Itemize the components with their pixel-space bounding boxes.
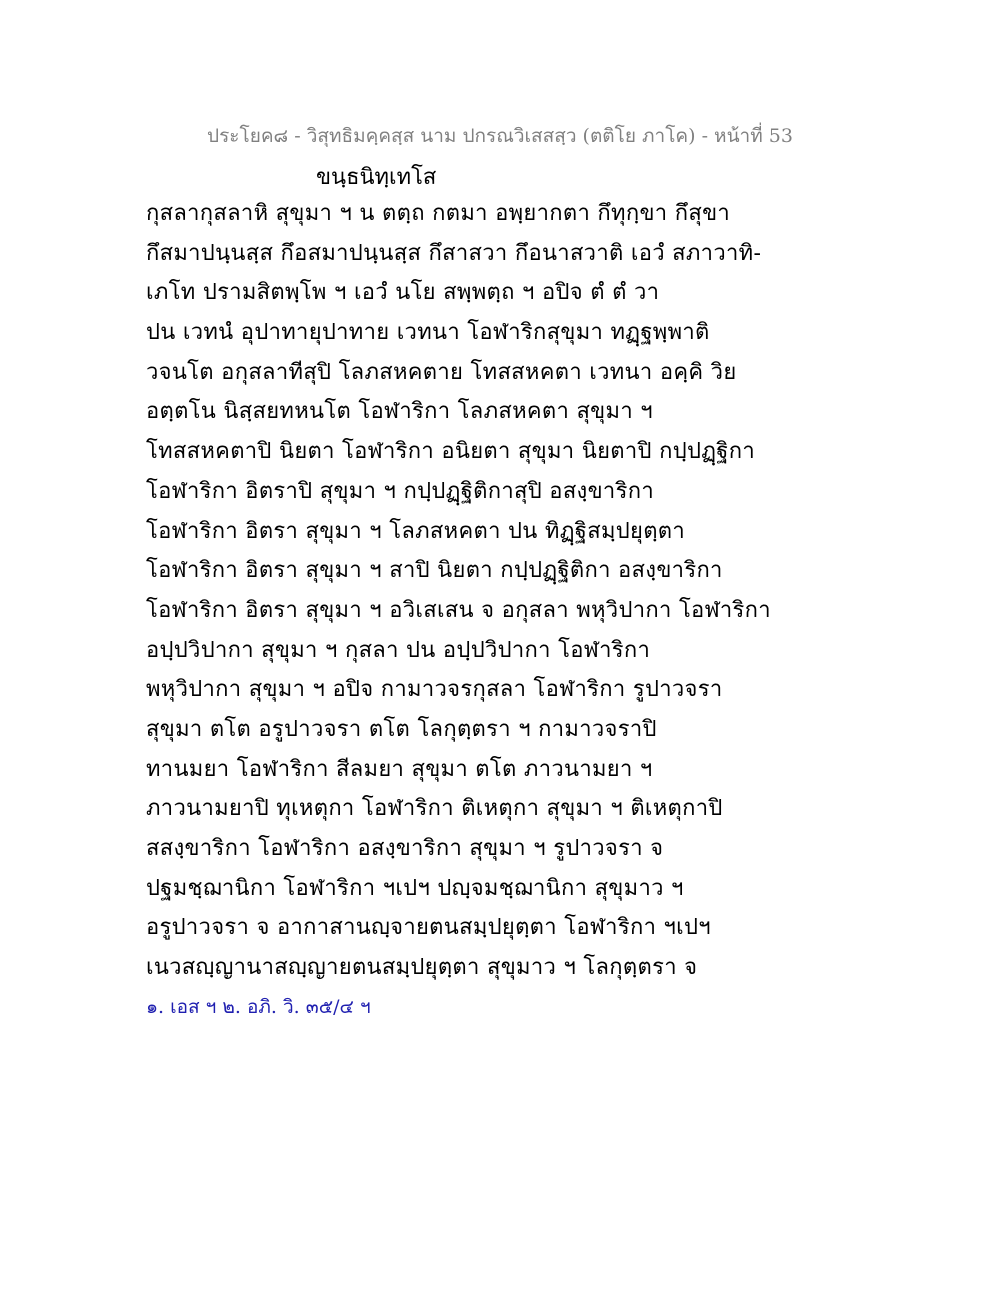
text-line: โอฬาริกา อิตราปิ สุขุมา ฯ กปฺปฏฺฐิติกาสุปิ อสงฺขาริกา [146,478,654,504]
text-line: วจนโต อกุสลาทีสุปิ โลภสหคตาย โทสสหคตา เวทนา อคฺคิ วิย [146,359,737,385]
text-line: ทานมยา โอฬาริกา สีลมยา สุขุมา ตโต ภาวนามยา ฯ [146,756,653,782]
running-header: ประโยค๘ - วิสุทธิมคฺคสฺส นาม ปกรณวิเสสสฺว (ตติโย ภาโค) - หน้าที่ 53 [207,125,793,147]
section-title: ขนฺธนิทฺเทโส [316,165,437,190]
text-line: สุขุมา ตโต อรูปาวจรา ตโต โลกุตฺตรา ฯ กามาวจราปิ [146,716,657,742]
text-line: อตฺตโน นิสฺสยทหนโต โอฬาริกา โลภสหคตา สุขุมา ฯ [146,399,653,425]
text-line: เนวสญฺญานาสญฺญายตนสมฺปยุตฺตา สุขุมาว ฯ โลกุตฺตรา จ [146,955,698,981]
text-line: เภโท ปรามสิตพฺโพ ฯ เอวํ นโย สพฺพตฺถ ฯ อปิจ ตํ ตํ วา [146,280,660,306]
text-line: ภาวนามยาปิ ทุเหตุกา โอฬาริกา ติเหตุกา สุขุมา ฯ ติเหตุกาปิ [146,796,723,822]
text-line: โอฬาริกา อิตรา สุขุมา ฯ สาปิ นิยตา กปฺปฏฺฐิติกา อสงฺขาริกา [146,558,723,584]
text-line: โอฬาริกา อิตรา สุขุมา ฯ อวิเสเสน จ อกุสลา พหุวิปากา โอฬาริกา [146,597,771,623]
text-line: อปฺปวิปากา สุขุมา ฯ กุสลา ปน อปฺปวิปากา โอฬาริกา [146,637,651,663]
text-line: สสงฺขาริกา โอฬาริกา อสงฺขาริกา สุขุมา ฯ รูปาวจรา จ [146,836,664,861]
text-line: ปฐมชฺฌานิกา โอฬาริกา ฯเปฯ ปญฺจมชฺฌานิกา สุขุมาว ฯ [146,875,684,901]
text-line: กึสมาปนฺนสฺส กึอสมาปนฺนสฺส กึสาสวา กึอนาสวาติ เอวํ สภาวาทิ- [146,240,762,266]
text-line: โอฬาริกา อิตรา สุขุมา ฯ โลภสหคตา ปน ทิฏฺฐิสมฺปยุตฺตา [146,518,686,544]
text-line: กุสลากุสลาหิ สุขุมา ฯ น ตตฺถ กตมา อพฺยากตา กึทุกฺขา กึสุขา [146,201,731,226]
body-text [146,194,771,988]
text-line: โทสสหคตาปิ นิยตา โอฬาริกา อนิยตา สุขุมา นิยตาปิ กปฺปฏฺฐิกา [146,439,756,465]
text-line: ปน เวทนํ อุปาทายุปาทาย เวทนา โอฬาริกสุขุมา ทฏฺฐพฺพาติ [146,320,710,346]
text-line: พหุวิปากา สุขุมา ฯ อปิจ กามาวจรกุสลา โอฬาริกา รูปาวจรา [146,677,723,703]
footnote: ๑. เอส ฯ ๒. อภิ. วิ. ๓๕/๔ ฯ [146,996,371,1018]
text-line: อรูปาวจรา จ อากาสานญฺจายตนสมฺปยุตฺตา โอฬาริกา ฯเปฯ [146,915,711,941]
